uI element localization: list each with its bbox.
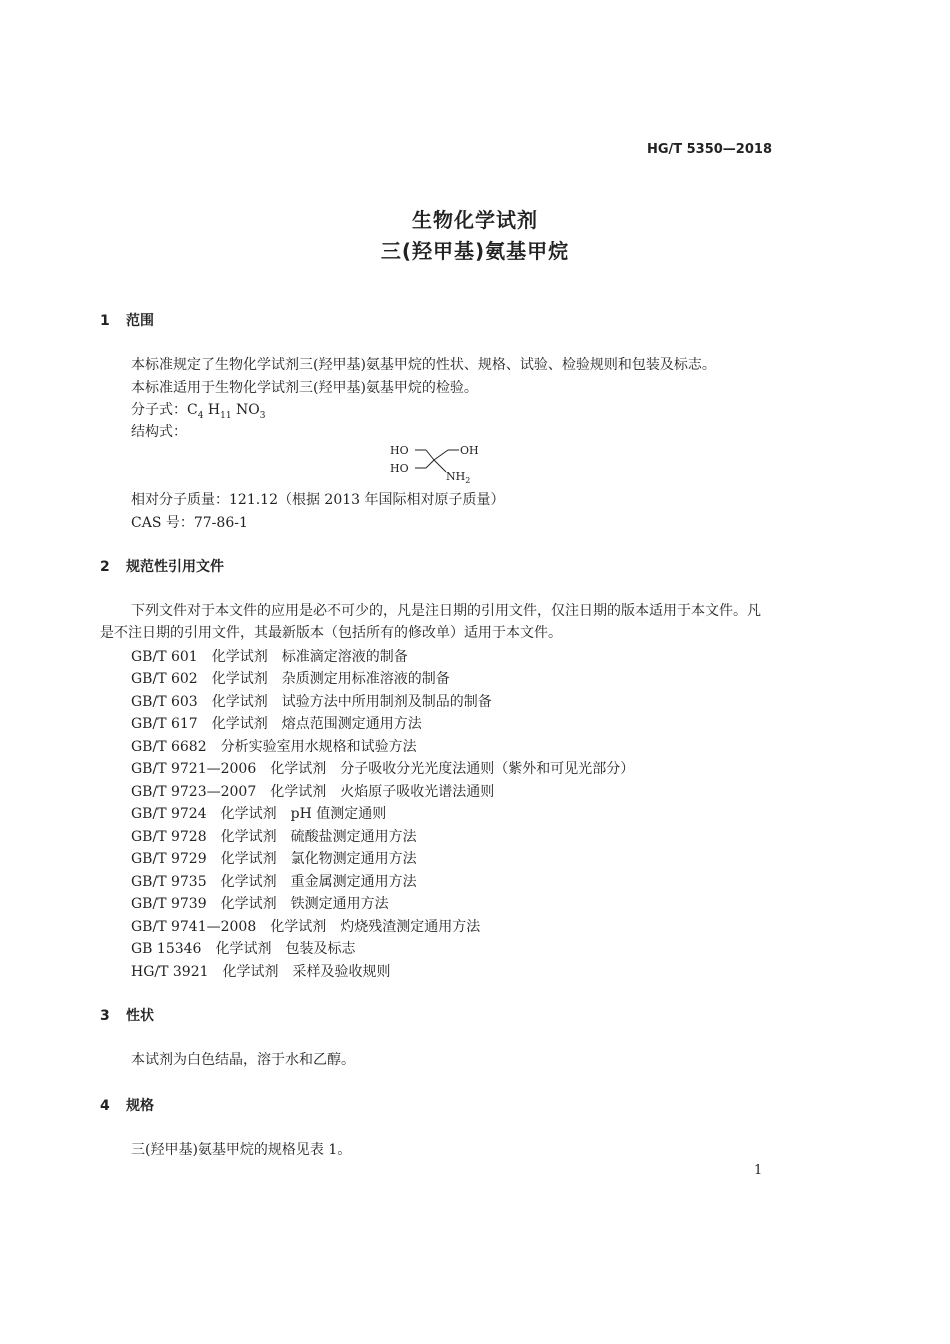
formula-c: C (187, 402, 198, 418)
formula-label: 分子式： (131, 402, 187, 418)
document-title-line1: 生物化学试剂 (412, 208, 538, 232)
specification-text: 三(羟甲基)氨基甲烷的规格见表 1。 (131, 1142, 352, 1158)
reference-item (131, 713, 422, 733)
section-number: 3 (100, 1008, 110, 1024)
reference-item (131, 848, 417, 868)
structure-nh2: $NH_2$ (446, 470, 471, 485)
reference-title: 化学试剂 分子吸收分光光度法通则（紫外和可见光部分） (270, 761, 635, 777)
document-title-line2: 三(羟甲基)氨基甲烷 (380, 239, 570, 263)
structure-oh-top: OH (460, 444, 479, 457)
reference-title: 分析实验室用水规格和试验方法 (220, 739, 417, 755)
reference-title: 化学试剂 硫酸盐测定通用方法 (220, 829, 417, 845)
reference-item (131, 938, 355, 958)
reference-code: GB/T 601 (131, 649, 198, 665)
bond-top-left (426, 450, 434, 460)
formula-o-count: 3 (259, 410, 266, 421)
reference-title: 化学试剂 试验方法中所用制剂及制品的制备 (211, 694, 492, 710)
reference-title: 化学试剂 杂质测定用标准溶液的制备 (211, 671, 450, 687)
reference-item (131, 961, 391, 981)
reference-code: GB/T 6682 (131, 739, 207, 755)
reference-code: GB/T 9723—2007 (131, 784, 257, 800)
reference-code: GB/T 603 (131, 694, 198, 710)
section-heading-properties (100, 1005, 154, 1025)
cas-number: CAS 号：77-86-1 (131, 515, 248, 531)
reference-code: GB/T 602 (131, 671, 198, 687)
reference-item (131, 893, 389, 913)
reference-title: 化学试剂 采样及验收规则 (222, 964, 391, 980)
section-heading-references (100, 556, 224, 576)
bond-nh2 (434, 460, 446, 472)
formula-c-count: 4 (197, 410, 204, 421)
reference-title: 化学试剂 火焰原子吸收光谱法通则 (270, 784, 495, 800)
section-title: 规范性引用文件 (126, 559, 224, 575)
references-intro: 下列文件对于本文件的应用是必不可少的，凡是注日期的引用文件，仅注日期的版本适用于本文件。凡是不注日期的引用文件，其最新版本（包括所有的修改单）适用于本文件。 (100, 603, 761, 641)
reference-code: GB/T 9741—2008 (131, 919, 257, 935)
bond-bottom-left (426, 460, 434, 468)
scope-paragraph-2: 本标准适用于生物化学试剂三(羟甲基)氨基甲烷的检验。 (131, 380, 478, 396)
reference-code: GB/T 9721—2006 (131, 761, 257, 777)
section-number: 2 (100, 559, 110, 575)
reference-code: GB/T 9728 (131, 829, 207, 845)
reference-code: GB/T 617 (131, 716, 198, 732)
standard-code: HG/T 5350—2018 (646, 142, 772, 157)
reference-item (131, 691, 492, 711)
reference-item (131, 803, 386, 823)
reference-code: HG/T 3921 (131, 964, 209, 980)
reference-item (131, 646, 408, 666)
reference-item (131, 916, 480, 936)
scope-paragraph-1: 本标准规定了生物化学试剂三(羟甲基)氨基甲烷的性状、规格、试验、检验规则和包装及标志。 (131, 357, 716, 373)
relative-molecular-mass: 相对分子质量：121.12（根据 2013 年国际相对原子质量） (131, 492, 505, 508)
reference-code: GB/T 9729 (131, 851, 207, 867)
formula-h: H (207, 402, 221, 418)
reference-item (131, 781, 494, 801)
structural-formula (388, 440, 498, 486)
reference-title: 化学试剂 灼烧残渣测定通用方法 (270, 919, 481, 935)
reference-title: 化学试剂 氯化物测定通用方法 (220, 851, 417, 867)
formula-no: NO (236, 402, 260, 418)
reference-code: GB/T 9735 (131, 874, 207, 890)
reference-title: 化学试剂 熔点范围测定通用方法 (211, 716, 422, 732)
reference-item (131, 736, 417, 756)
section-number: 1 (100, 313, 110, 329)
reference-item (131, 826, 417, 846)
bond-top-right (434, 450, 448, 460)
molecular-formula (131, 399, 266, 421)
section-number: 4 (100, 1098, 110, 1114)
reference-item (131, 871, 417, 891)
reference-item (131, 758, 634, 778)
reference-code: GB 15346 (131, 941, 202, 957)
section-title: 规格 (126, 1098, 154, 1114)
reference-title: 化学试剂 重金属测定通用方法 (220, 874, 417, 890)
formula-h-count: 11 (220, 410, 232, 421)
reference-title: 化学试剂 铁测定通用方法 (220, 896, 389, 912)
properties-text: 本试剂为白色结晶，溶于水和乙醇。 (131, 1052, 355, 1068)
reference-title: 化学试剂 pH 值测定通则 (220, 806, 387, 822)
section-heading-specification (100, 1095, 154, 1115)
reference-code: GB/T 9739 (131, 896, 207, 912)
reference-title: 化学试剂 包装及标志 (215, 941, 356, 957)
structure-ho-bottom: HO (390, 462, 409, 475)
reference-item (131, 668, 450, 688)
section-heading-scope (100, 310, 154, 330)
page-number: 1 (754, 1163, 763, 1178)
structure-ho-top: HO (390, 444, 409, 457)
reference-title: 化学试剂 标准滴定溶液的制备 (211, 649, 408, 665)
reference-code: GB/T 9724 (131, 806, 207, 822)
section-title: 范围 (126, 313, 154, 329)
structure-label: 结构式： (131, 424, 187, 440)
section-title: 性状 (126, 1008, 154, 1024)
